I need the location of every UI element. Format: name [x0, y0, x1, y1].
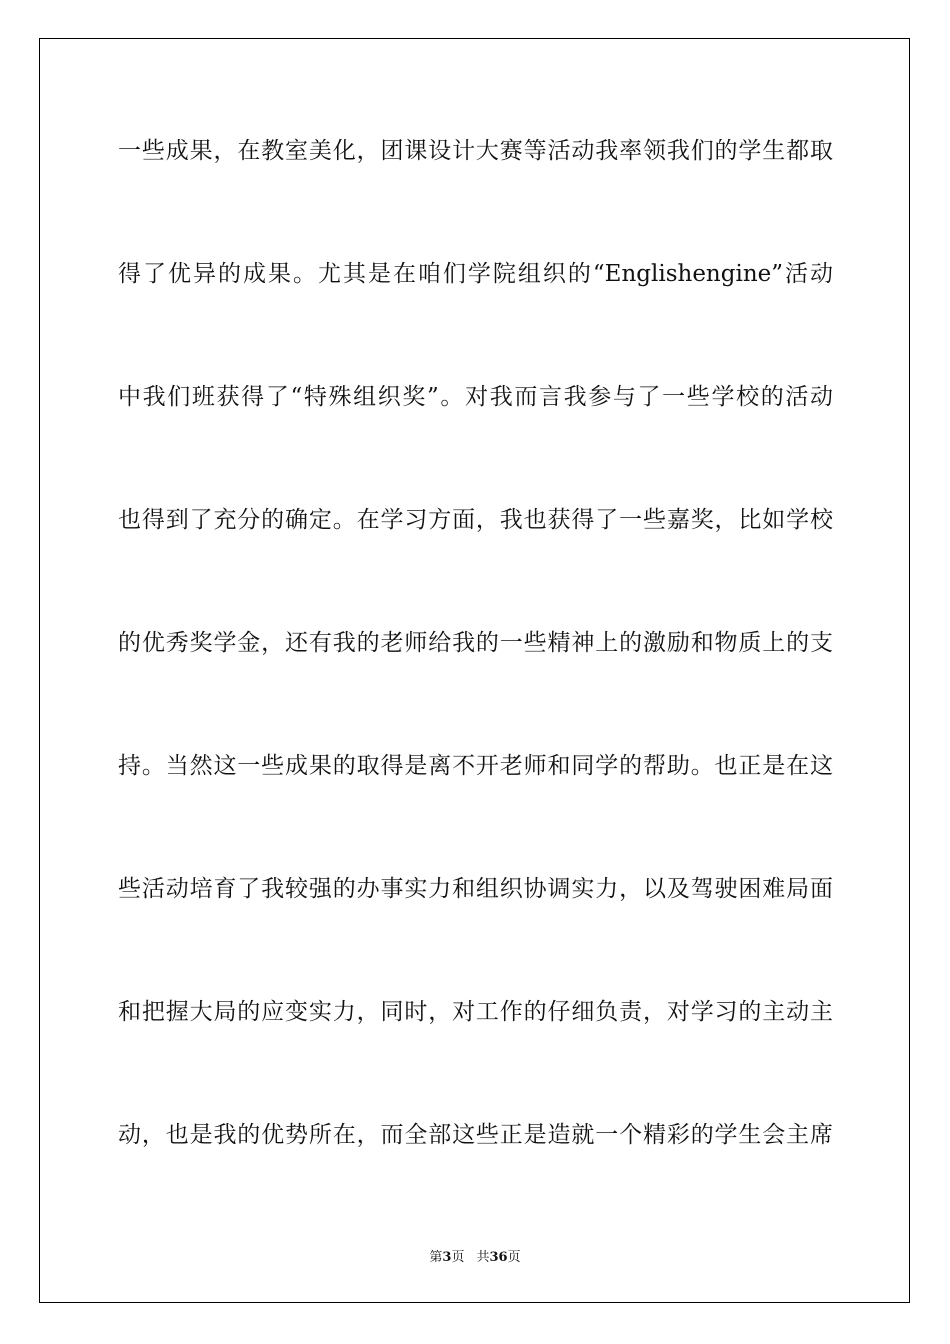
total-pages: 36	[489, 1250, 508, 1265]
page-suffix: 页	[451, 1250, 465, 1265]
body-line-5: 的优秀奖学金，还有我的老师给我的一些精神上的激励和物质上的支	[118, 630, 833, 656]
body-line-7: 些活动培育了我较强的办事实力和组织协调实力，以及驾驶困难局面	[118, 876, 833, 902]
page-prefix: 第	[429, 1250, 443, 1265]
total-suffix: 页	[507, 1250, 521, 1265]
body-line-6: 持。当然这一些成果的取得是离不开老师和同学的帮助。也正是在这	[118, 753, 833, 779]
body-line-9: 动，也是我的优势所在，而全部这些正是造就一个精彩的学生会主席	[118, 1122, 833, 1148]
page-number: 3	[442, 1250, 452, 1265]
body-line-4: 也得到了充分的确定。在学习方面，我也获得了一些嘉奖，比如学校	[118, 507, 833, 533]
body-line-1: 一些成果，在教室美化，团课设计大赛等活动我率领我们的学生都取	[118, 138, 833, 164]
body-line-3: 中我们班获得了“特殊组织奖”。对我而言我参与了一些学校的活动	[118, 384, 833, 410]
body-line-8: 和把握大局的应变实力，同时，对工作的仔细负责，对学习的主动主	[118, 999, 833, 1025]
page-footer	[0, 1246, 950, 1265]
body-line-2: 得了优异的成果。尤其是在咱们学院组织的“Englishengine”活动	[118, 261, 833, 287]
page-border	[39, 38, 910, 1303]
total-prefix: 共	[476, 1250, 490, 1265]
